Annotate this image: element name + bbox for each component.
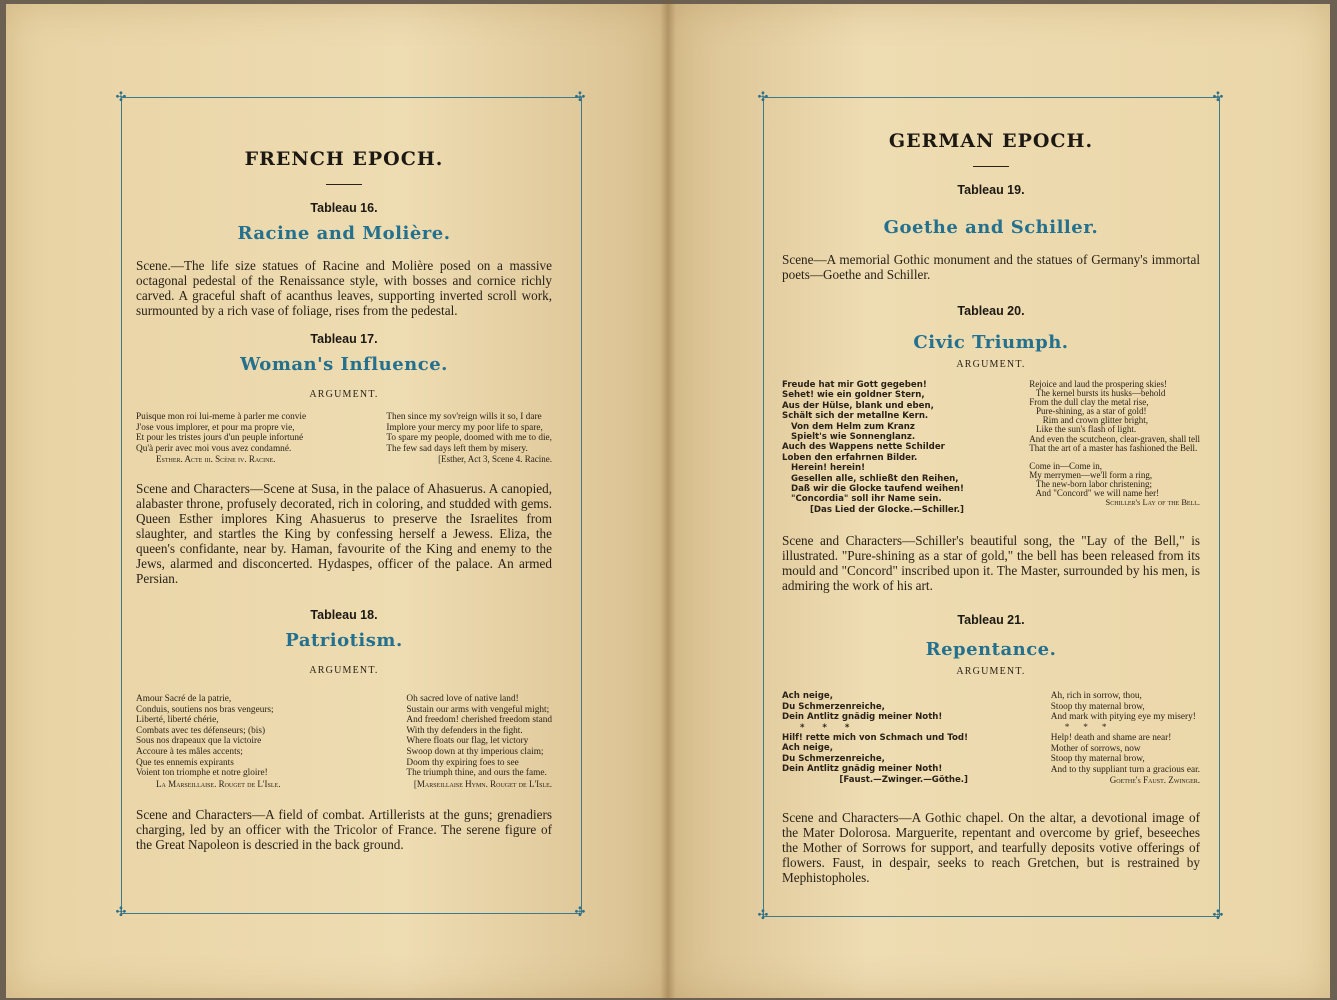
verse-block [136,694,552,789]
verse-attribution: [Das Lied der Glocke.—Schiller.] [809,504,964,515]
scene-description: Scene—A memorial Gothic monument and the statues of Germany's immortal poets—Goethe and Schiller. [782,252,1200,282]
ornament-icon: ✣ [574,89,586,104]
tableau-title: Woman's Influence. [240,354,448,375]
argument-heading: ARGUMENT. [956,359,1026,370]
english-verse: Oh sacred love of native land! Sustain our arms with vengeful might; And freedom! cherished freedom stand With thy defenders in the fight. Where floats our flag, let victory Swoop down at thy imperious claim; Doom thy expiring foes to see The triumph thine, and ours the fame. [406,693,552,779]
ornament-icon: ✣ [1212,907,1224,922]
ornament-icon: ✣ [574,904,586,919]
divider [326,184,362,185]
tableau-number: Tableau 20. [957,304,1025,318]
book-gutter [660,0,676,1000]
left-page-content [136,140,552,852]
verse-block [782,380,1200,515]
ornament-icon: ✣ [115,89,127,104]
tableau-number: Tableau 16. [310,201,378,215]
verse-block [136,412,552,465]
german-verse: Freude hat mir Gott gegeben! Sehet! wie ein goldner Stern, Aus der Hülse, blank und eben, Schält sich der metallne Kern. Von dem Helm zum Kranz Spielt's wie Sonnenglanz. Auch des Wappens nette Schilder Loben den erfahrnen Bilder. Herein! herein! Gesellen alle, schließt den Reihen, Daß wir die Glocke taufend weihen! "Concordia" soll ihr Name sein. [782,380,964,505]
verse-attribution: La Marseillaise. Rouget de L'Isle. [156,778,281,789]
verse-attribution: [Esther, Act 3, Scene 4. Racine. [438,454,552,465]
scene-description: Scene and Characters—A Gothic chapel. On the altar, a devotional image of the Mater Dolorosa. Marguerite, repentant and overcome by grief, beseeches the Mother of Sorrows for support, and tearfully deposits votive offerings of flowers. Faust, in despair, seeks to reach Gretchen, but is restrained by Mephistopholes. [782,809,1200,885]
verse-attribution: [Marseillaise Hymn. Rouget de L'Isle. [413,778,552,789]
argument-heading: ARGUMENT. [309,389,379,400]
tableau-number: Tableau 19. [957,183,1025,197]
epoch-title: GERMAN EPOCH. [888,130,1094,152]
tableau-title: Civic Triumph. [913,332,1069,353]
english-verse: Then since my sov'reign wills it so, I dare Implore your mercy my poor life to spare, To spare my people, doomed with me to die, The few sad days left them by misery. [386,412,552,454]
tableau-number: Tableau 21. [957,613,1025,628]
french-verse: Puisque mon roi lui-meme à parler me convie J'ose vous implorer, et pour ma propre vie, Et pour les tristes jours d'un peuple infortuné Qu'à perir avec moi vous avez condamné. [136,412,307,454]
argument-heading: ARGUMENT. [956,666,1026,678]
ornament-icon: ✣ [757,907,769,922]
scene-description: Scene and Characters—Schiller's beautiful song, the "Lay of the Bell," is illustrated. "Pure-shining as a star of gold," the bell has been released from its mould and "Concord" inscribed upon it. The Master, surrounded by his men, is admiring the work of his art. [782,533,1200,594]
verse-block [782,691,1200,786]
scene-description: Scene and Characters—A field of combat. Artillerists at the guns; grenadiers charging, led by an officer with the Tricolor of France. The serene figure of the Great Napoleon is descried in the back ground. [136,807,552,853]
ornament-icon: ✣ [115,904,127,919]
tableau-title: Racine and Molière. [237,223,451,244]
tableau-title: Patriotism. [285,629,403,651]
german-verse: Ach neige, Du Schmerzenreiche, Dein Antlitz gnädig meiner Noth! * * * Hilf! rette mich von Schmach und Tod! Ach neige, Du Schmerzenreiche, Dein Antlitz gnädig meiner Noth! [782,691,968,775]
verse-attribution: [Faust.—Zwinger.—Göthe.] [839,774,968,785]
verse-attribution: Goethe's Faust. Zwinger. [1109,775,1200,786]
french-verse: Amour Sacré de la patrie, Conduis, soutiens nos bras vengeurs; Liberté, liberté chérie, Combats avec tes défenseurs; (bis) Sous nos drapeaux que la victoire Accoure à tes mâles accents; Que tes ennemis expirants Voient ton triomphe et notre gloire! [136,693,274,779]
epoch-title: FRENCH EPOCH. [244,148,444,170]
tableau-title: Goethe and Schiller. [883,217,1099,238]
divider [973,166,1009,167]
argument-heading: ARGUMENT. [309,664,379,676]
scene-description: Scene.—The life size statues of Racine and Molière posed on a massive octagonal pedestal of the Renaissance style, with bosses and cornice richly carved. A graceful shaft of acanthus leaves, supporting inverted scroll work, surmounted by a rich vase of foliage, rises from the pedestal. [136,258,552,318]
scene-description: Scene and Characters—Scene at Susa, in the palace of Ahasuerus. A canopied, alabaster throne, profusely decorated, rich in coloring, and studded with gems. Queen Esther implores King Ahasuerus to preserve the Israelites from slaughter, and startles the King by confessing herself a Jewess. Eliza, the queen's confidante, near by. Haman, favourite of the King and enemy to the Jews, alarmed and disconcerted. Hydaspes, officer of the palace. An armed Persian. [136,480,552,586]
tableau-title: Repentance. [925,639,1057,661]
english-verse: Ah, rich in sorrow, thou, Stoop thy maternal brow, And mark with pitying eye my misery! * * * Help! death and shame are near! Mother of sorrows, now Stoop thy maternal brow, And to thy suppliant turn a gracious ear. [1050,691,1200,775]
english-verse: Rejoice and laud the prospering skies! The kernel bursts its husks—behold From the dull clay the metal rise, Pure-shining, as a star of gold! Rim and crown glitter bright, Like the sun's flash of light. And even the scutcheon, clear-graven, shall tell That the art of a master has fashioned the Bell. Come in—Come in, My merrymen—we'll form a ring, The new-born labor christening; And "Concord" we will name her! [1029,379,1200,499]
ornament-icon: ✣ [1212,89,1224,104]
verse-attribution: Esther. Acte iii. Scène iv. Racine. [156,454,276,465]
tableau-number: Tableau 17. [310,332,378,346]
right-page-content [782,130,1200,885]
tableau-number: Tableau 18. [310,607,378,622]
ornament-icon: ✣ [757,89,769,104]
verse-attribution: Schiller's Lay of the Bell. [1105,498,1200,508]
